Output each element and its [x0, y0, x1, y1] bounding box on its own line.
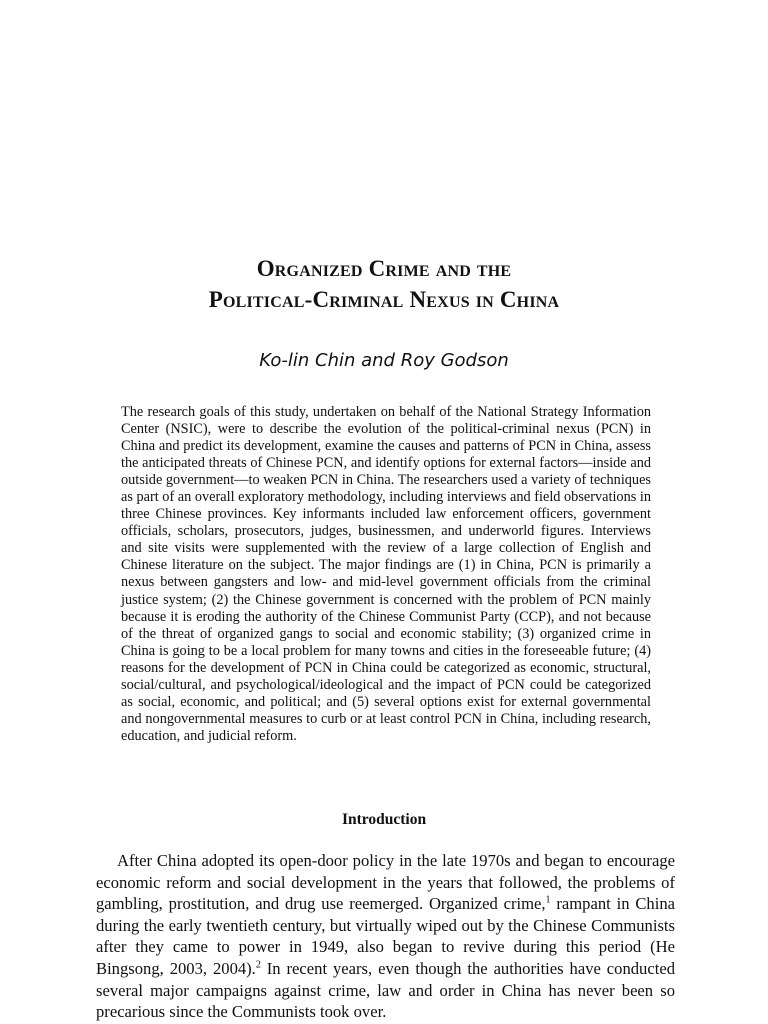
footnote-marker-2[interactable]: 2	[255, 959, 261, 971]
introduction-paragraph	[96, 850, 675, 1023]
intro-text-part-1: After China adopted its open-door policy in the late 1970s and began to encourage economic reform and social development in the years that followed, the problems of gambling, prostitution, and drug use reemerged. Organized crime,	[96, 851, 675, 914]
intro-text-part-2: rampant in China during the early twentieth century, but virtually wiped out by the Chinese Communists after they came to power in 1949, also began to revive during this period (He Bingsong, 2003, 2004).	[96, 894, 675, 978]
article-authors: Ko-lin Chin and Roy Godson	[259, 350, 509, 371]
section-heading-introduction: Introduction	[341, 811, 427, 828]
article-title-line-2: Political-Criminal Nexus in China	[208, 287, 560, 312]
article-title-line-1: Organized Crime and the	[256, 256, 512, 281]
footnote-marker-1[interactable]: 1	[545, 894, 551, 906]
abstract-paragraph: The research goals of this study, undertaken on behalf of the National Strategy Information Center (NSIC), were to describe the evolution of the political-criminal nexus (PCN) in China and predict its development, examine the causes and patterns of PCN in China, assess the anticipated threats of Chinese PCN, and identify options for external factors—inside and outside government—to weaken PCN in China. The researchers used a variety of techniques as part of an overall exploratory methodology, including interviews and field observations in three Chinese provinces. Key informants included law enforcement officers, government officials, scholars, prosecutors, judges, businessmen, and underworld figures. Interviews and site visits were supplemented with the review of a large collection of English and Chinese literature on the subject. The major findings are (1) in China, PCN is primarily a nexus between gangsters and low- and mid-level government officials from the criminal justice system; (2) the Chinese government is concerned with the problem of PCN mainly because it is eroding the authority of the Chinese Communist Party (CCP), and not because of the threat of organized gangs to social and economic stability; (3) organized crime in China is going to be a local problem for many towns and cities in the foreseeable future; (4) reasons for the development of PCN in China could be categorized as economic, structural, social/cultural, and psychological/ideological and the impact of PCN could be categorized as social, economic, and political; and (5) several options exist for external governmental and nongovernmental measures to curb or at least control PCN in China, including research, education, and judicial reform.	[121, 404, 651, 744]
intro-text-part-3: In recent years, even though the authorities have conducted several major campaigns against crime, law and order in China has never been so precarious since the Communists took over.	[96, 958, 675, 1022]
